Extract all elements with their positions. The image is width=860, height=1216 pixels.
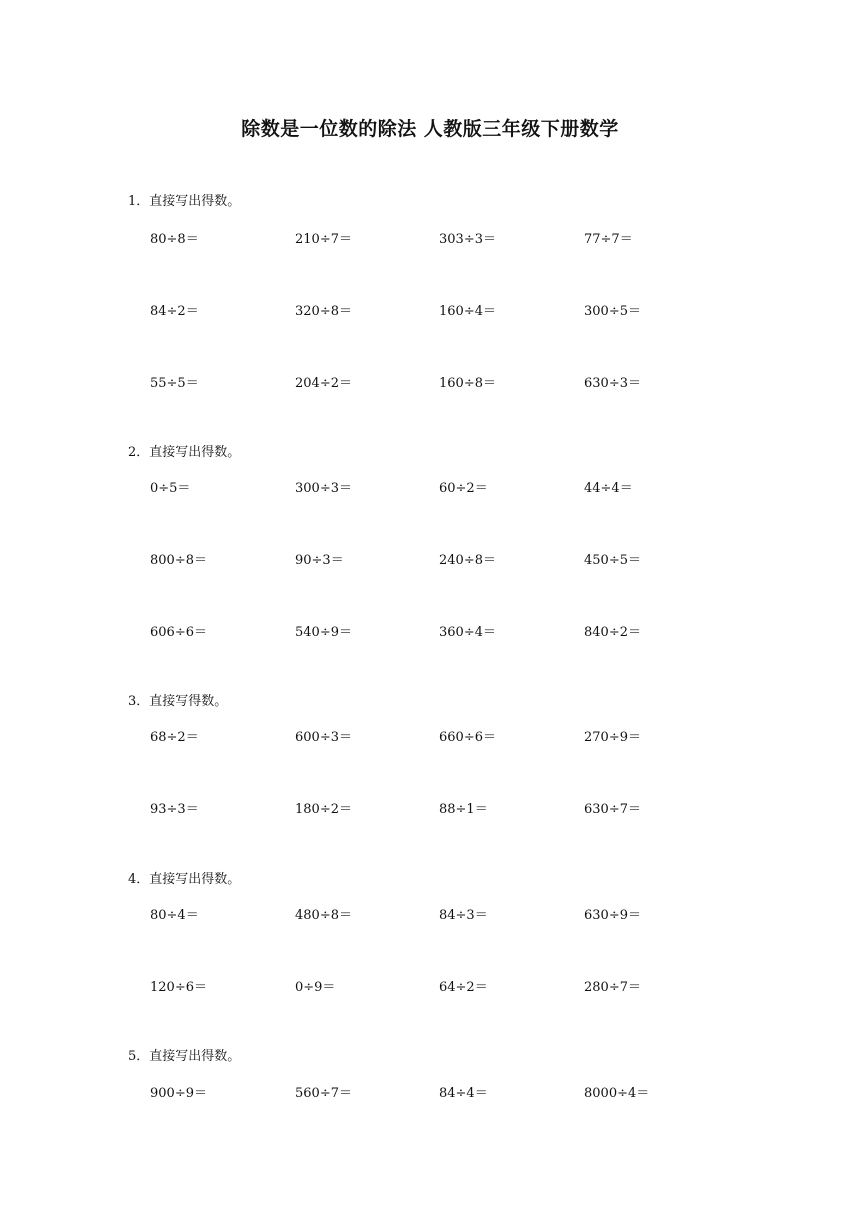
problem-item: 180÷2＝ bbox=[295, 802, 352, 817]
problem-row bbox=[0, 904, 860, 924]
problem-item: 630÷9＝ bbox=[584, 908, 641, 923]
page-title: 除数是一位数的除法 人教版三年级下册数学 bbox=[241, 118, 619, 140]
problem-item: 68÷2＝ bbox=[150, 730, 199, 745]
problem-item: 160÷4＝ bbox=[439, 304, 496, 319]
problem-item: 210÷7＝ bbox=[295, 232, 352, 247]
problem-row bbox=[0, 621, 860, 641]
problem-item: 55÷5＝ bbox=[150, 376, 199, 391]
problem-row bbox=[0, 798, 860, 818]
problem-item: 204÷2＝ bbox=[295, 376, 352, 391]
problem-item: 320÷8＝ bbox=[295, 304, 352, 319]
problem-row bbox=[0, 372, 860, 392]
problem-item: 0÷9＝ bbox=[295, 980, 336, 995]
problem-item: 300÷3＝ bbox=[295, 481, 352, 496]
problem-row bbox=[0, 549, 860, 569]
problem-item: 480÷8＝ bbox=[295, 908, 352, 923]
problem-row bbox=[0, 477, 860, 497]
problem-item: 606÷6＝ bbox=[150, 625, 207, 640]
problem-item: 88÷1＝ bbox=[439, 802, 488, 817]
problem-row bbox=[0, 300, 860, 320]
problem-item: 160÷8＝ bbox=[439, 376, 496, 391]
problem-item: 450÷5＝ bbox=[584, 553, 641, 568]
problem-item: 93÷3＝ bbox=[150, 802, 199, 817]
problem-item: 900÷9＝ bbox=[150, 1086, 207, 1101]
problem-item: 270÷9＝ bbox=[584, 730, 641, 745]
problem-item: 77÷7＝ bbox=[584, 232, 633, 247]
problem-item: 560÷7＝ bbox=[295, 1086, 352, 1101]
section-heading: 2．直接写出得数。 bbox=[128, 445, 241, 460]
problem-row bbox=[0, 1082, 860, 1102]
problem-item: 240÷8＝ bbox=[439, 553, 496, 568]
section-heading: 4．直接写出得数。 bbox=[128, 872, 241, 887]
problem-item: 84÷3＝ bbox=[439, 908, 488, 923]
problem-item: 660÷6＝ bbox=[439, 730, 496, 745]
problem-item: 630÷7＝ bbox=[584, 802, 641, 817]
problem-item: 303÷3＝ bbox=[439, 232, 496, 247]
problem-item: 280÷7＝ bbox=[584, 980, 641, 995]
problem-item: 840÷2＝ bbox=[584, 625, 641, 640]
problem-item: 540÷9＝ bbox=[295, 625, 352, 640]
section-heading: 5．直接写出得数。 bbox=[128, 1049, 241, 1064]
problem-item: 600÷3＝ bbox=[295, 730, 352, 745]
problem-item: 84÷2＝ bbox=[150, 304, 199, 319]
section-heading: 3．直接写得数。 bbox=[128, 694, 228, 709]
section-heading: 1．直接写出得数。 bbox=[128, 194, 241, 209]
problem-item: 120÷6＝ bbox=[150, 980, 207, 995]
problem-item: 60÷2＝ bbox=[439, 481, 488, 496]
problem-item: 0÷5＝ bbox=[150, 481, 191, 496]
problem-item: 300÷5＝ bbox=[584, 304, 641, 319]
problem-item: 80÷8＝ bbox=[150, 232, 199, 247]
problem-row bbox=[0, 726, 860, 746]
problem-item: 64÷2＝ bbox=[439, 980, 488, 995]
problem-item: 84÷4＝ bbox=[439, 1086, 488, 1101]
problem-item: 630÷3＝ bbox=[584, 376, 641, 391]
problem-item: 90÷3＝ bbox=[295, 553, 344, 568]
problem-item: 80÷4＝ bbox=[150, 908, 199, 923]
problem-row bbox=[0, 976, 860, 996]
problem-row bbox=[0, 228, 860, 248]
problem-item: 360÷4＝ bbox=[439, 625, 496, 640]
problem-item: 800÷8＝ bbox=[150, 553, 207, 568]
problem-item: 8000÷4＝ bbox=[584, 1086, 650, 1101]
problem-item: 44÷4＝ bbox=[584, 481, 633, 496]
